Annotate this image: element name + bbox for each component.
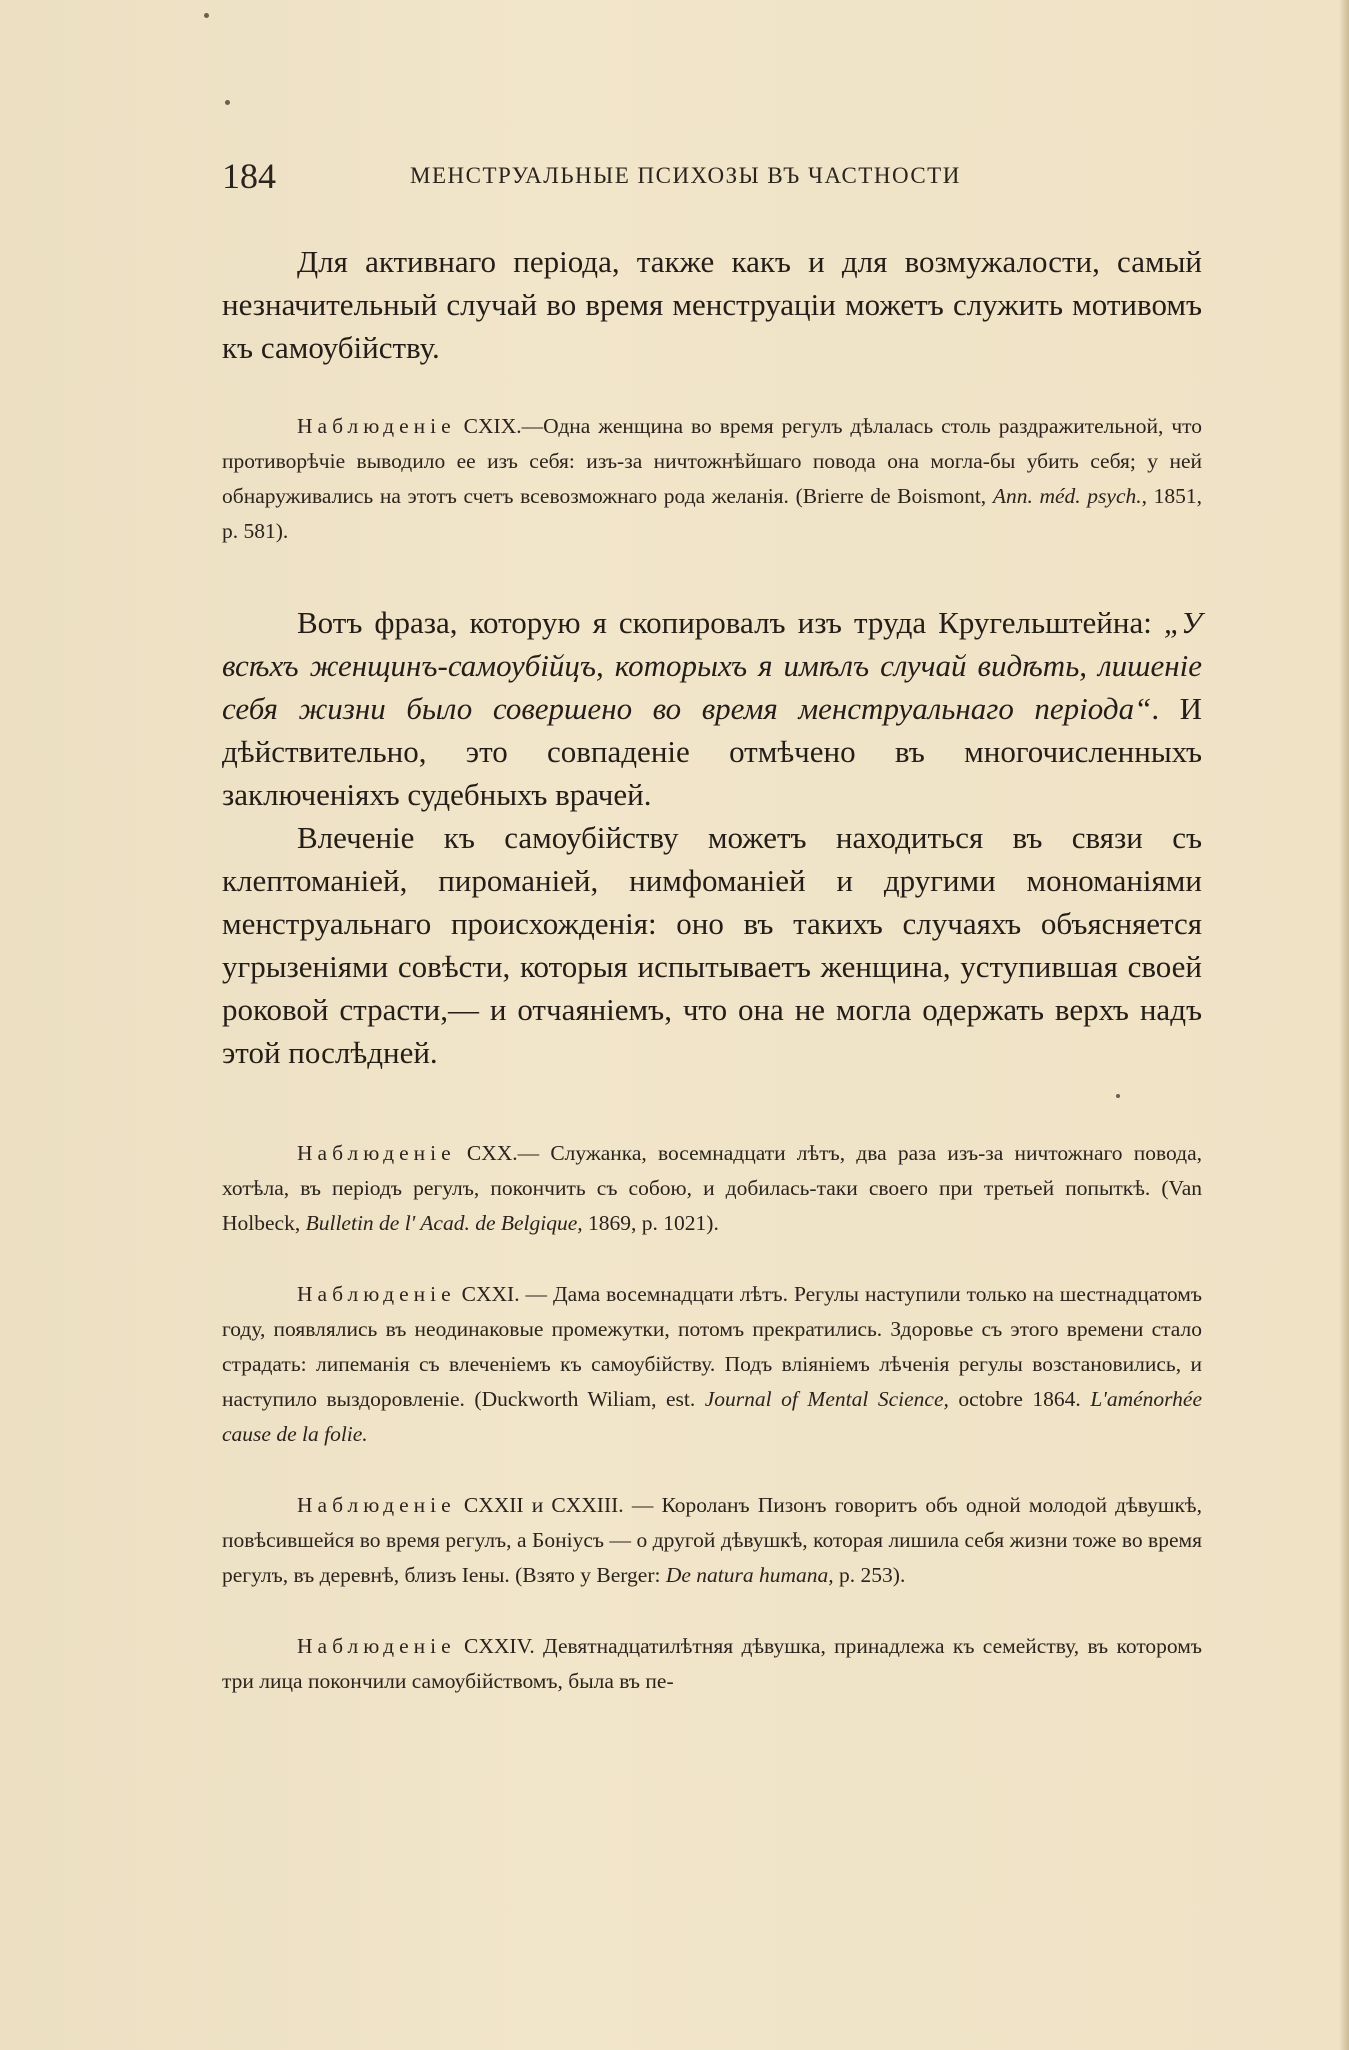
- observation-source: De natura humana,: [665, 1563, 834, 1587]
- observation-source: Journal of Mental Science,: [704, 1387, 949, 1411]
- observation-tail: , 1851, p. 581).: [222, 484, 1203, 543]
- observation-text: CXXIV. Девятнадцатилѣтняя дѣвушка, принадлежа къ семейству, въ которомъ три лица покончили самоубійствомъ, была въ пе-: [222, 1634, 1202, 1693]
- observation-tail: 1869, p. 1021).: [582, 1211, 719, 1235]
- observation-text: CXIX.—Одна женщина во время регулъ дѣлалась столь раздражительной, что противорѣчіе выводило ее изъ себя: изъ-за ничтожнѣйшаго повода она могла-бы убить себя; у ней обнаруживались на этотъ счетъ всевозможнаго рода желанія. (Brierre de Boismont,: [222, 414, 1202, 508]
- observation-124: [222, 1629, 1202, 1699]
- observation-label: Наблюденіе: [297, 1493, 456, 1517]
- ink-speck: [225, 100, 230, 105]
- observation-source: Ann. méd. psych.: [992, 484, 1142, 508]
- observation-label: Наблюденіе: [297, 1141, 456, 1165]
- observation-121: [222, 1277, 1202, 1452]
- page-header: [222, 155, 1197, 205]
- page-number: 184: [222, 156, 276, 196]
- observation-label: Наблюденіе: [297, 1634, 456, 1658]
- paragraph-text: Вотъ фраза, которую я скопировалъ изъ труда Кругельштейна:: [297, 605, 1164, 640]
- page-body: [222, 240, 1202, 1699]
- observation-text: CXX.— Служанка, восемнадцати лѣтъ, два раза изъ-за ничтожнаго повода, хотѣла, въ періодъ регулъ, покончить съ собою, и добилась-таки своего при третьей попыткѣ. (Van Holbeck,: [222, 1141, 1202, 1235]
- observation-119: [222, 409, 1202, 549]
- observation-label: Наблюденіе: [297, 414, 456, 438]
- observation-text: CXXII и CXXIII. — Короланъ Пизонъ говоритъ объ одной молодой дѣвушкѣ, повѣсившейся во время регулъ, а Боніусъ — о другой дѣвушкѣ, которая лишила себя жизни тоже во время регулъ, въ деревнѣ, близъ Іены. (Взято у Berger:: [222, 1493, 1202, 1587]
- ink-speck: [204, 13, 209, 18]
- observation-122-123: [222, 1488, 1202, 1593]
- paragraph-active-period: Для активнаго періода, также какъ и для возмужалости, самый незначительный случай во время менструаціи можетъ служить мотивомъ къ самоубійству.: [222, 244, 1202, 365]
- observation-text: CXXI. — Дама восемнадцати лѣтъ. Регулы наступили только на шестнадцатомъ году, появлялись въ неодинаковые промежутки, потомъ прекратились. Здоровье съ этого времени стало страдать: липеманія съ влеченіемъ къ самоубійству. Подъ вліяніемъ лѣченія регулы возстановились, и наступило выздоровленіе. (Duckworth Wiliam, est.: [222, 1282, 1202, 1411]
- page-edge-shadow: [1339, 0, 1349, 2050]
- paragraph-kleptomania: Влеченіе къ самоубійству можетъ находиться въ связи съ клептоманіей, пироманіей, нимфоманіей и другими мономаніями менструальнаго происхожденія: оно въ такихъ случаяхъ объясняется угрызеніями совѣсти, которыя испытываетъ женщина, уступившая своей роковой страсти,— и отчаяніемъ, что она не могла одержать верхъ надъ этой послѣдней.: [222, 820, 1202, 1070]
- paragraph-text: . И дѣйствительно, это совпаденіе отмѣчено въ многочисленныхъ заключеніяхъ судебныхъ врачей.: [222, 691, 1202, 812]
- quote-text: „У всѣхъ женщинъ-самоубійцъ, которыхъ я имѣлъ случай видѣть, лишеніе себя жизни было совершено во время менструальнаго періода“: [222, 605, 1202, 726]
- running-title: МЕНСТРУАЛЬНЫЕ ПСИХОЗЫ ВЪ ЧАСТНОСТИ: [410, 163, 961, 188]
- paragraph-kruegelstein-quote: [222, 601, 1202, 816]
- observation-source: Bulletin de l' Acad. de Belgique,: [305, 1211, 583, 1235]
- observation-source-secondary: L'aménorhée cause de la folie.: [222, 1387, 1203, 1446]
- observation-label: Наблюденіе: [297, 1282, 456, 1306]
- observation-tail: p. 253).: [833, 1563, 906, 1587]
- observation-120: [222, 1136, 1202, 1241]
- observation-tail: octobre 1864.: [948, 1387, 1091, 1411]
